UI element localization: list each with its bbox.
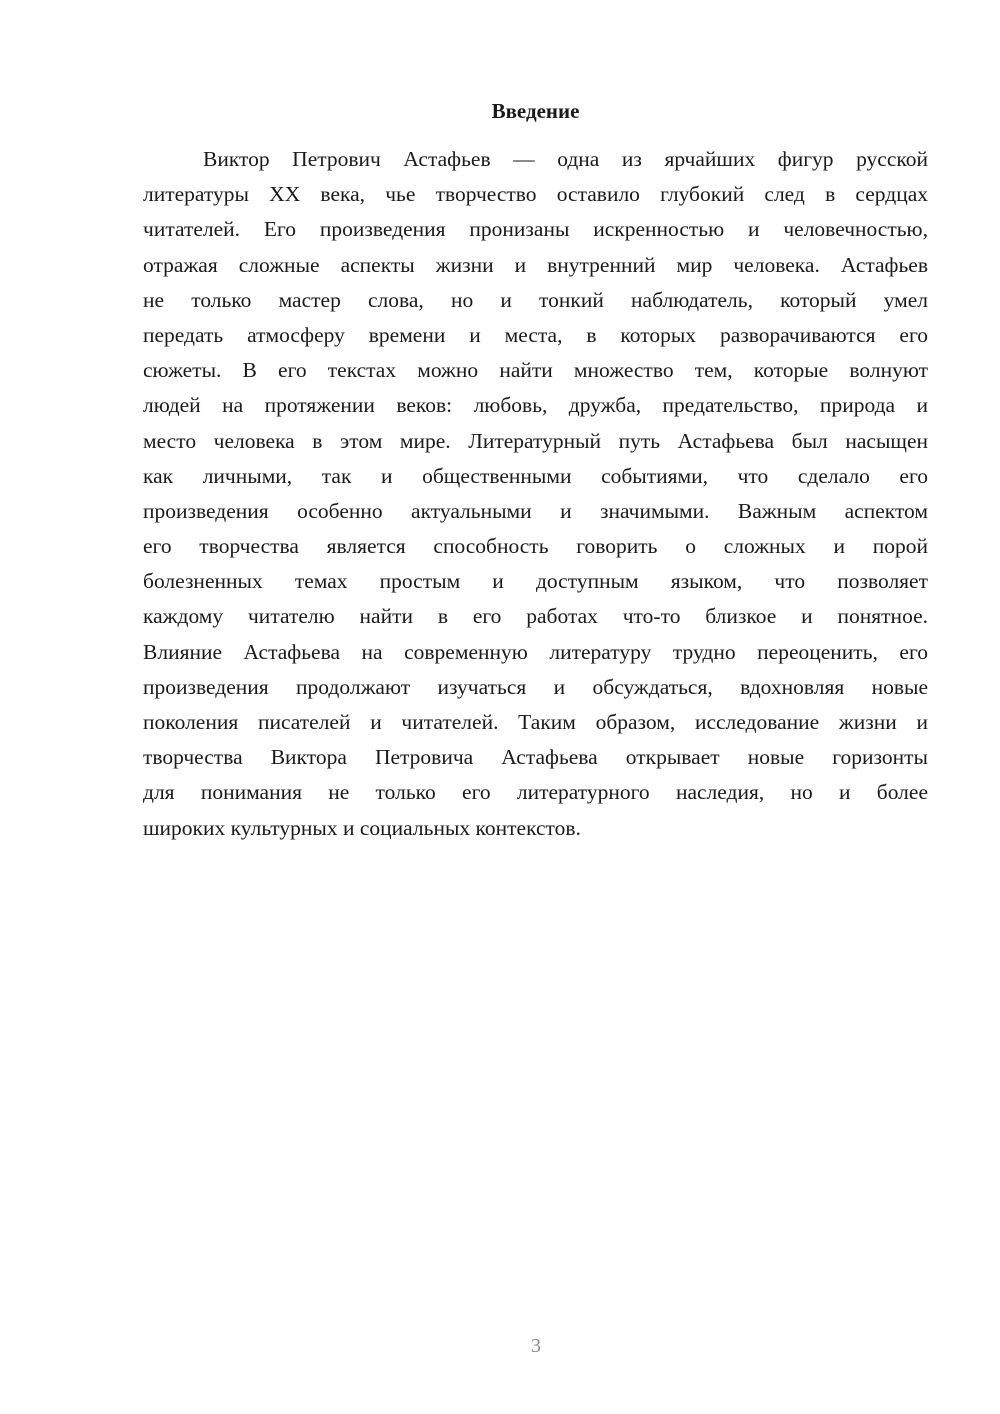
paragraph-line: как личными, так и общественными событиями, что сделало его: [143, 463, 928, 488]
paragraph-line: произведения продолжают изучаться и обсуждаться, вдохновляя новые: [143, 674, 928, 699]
paragraph-line: его творчества является способность говорить о сложных и порой: [143, 534, 928, 559]
paragraph-line: каждому читателю найти в его работах что-то близкое и понятное.: [143, 604, 928, 629]
paragraph-line: читателей. Его произведения пронизаны искренностью и человечностью,: [143, 217, 928, 242]
paragraph-line: место человека в этом мире. Литературный путь Астафьева был насыщен: [143, 428, 928, 453]
page-number: 3: [531, 1335, 541, 1357]
body-paragraph: [143, 142, 928, 846]
paragraph-line: передать атмосферу времени и места, в которых разворачиваются его: [143, 322, 928, 347]
paragraph-line: широких культурных и социальных контекстов.: [143, 815, 581, 840]
paragraph-line: Виктор Петрович Астафьев — одна из ярчайших фигур русской: [203, 147, 928, 171]
paragraph-line: произведения особенно актуальными и значимыми. Важным аспектом: [143, 498, 928, 523]
paragraph-line: людей на протяжении веков: любовь, дружба, предательство, природа и: [143, 393, 928, 418]
paragraph-line: для понимания не только его литературного наследия, но и более: [143, 780, 928, 805]
paragraph-line: не только мастер слова, но и тонкий наблюдатель, который умел: [143, 287, 928, 312]
paragraph-line: творчества Виктора Петровича Астафьева открывает новые горизонты: [143, 745, 928, 770]
paragraph-line: Влияние Астафьева на современную литературу трудно переоценить, его: [143, 639, 928, 664]
paragraph-line: литературы XX века, чье творчество оставило глубокий след в сердцах: [143, 182, 928, 207]
paragraph-line: сюжеты. В его текстах можно найти множество тем, которые волнуют: [143, 358, 928, 383]
paragraph-line: поколения писателей и читателей. Таким образом, исследование жизни и: [143, 710, 928, 734]
paragraph-line: болезненных темах простым и доступным языком, что позволяет: [143, 569, 928, 594]
section-heading: Введение: [491, 99, 580, 123]
paragraph-line: отражая сложные аспекты жизни и внутренний мир человека. Астафьев: [143, 252, 928, 277]
